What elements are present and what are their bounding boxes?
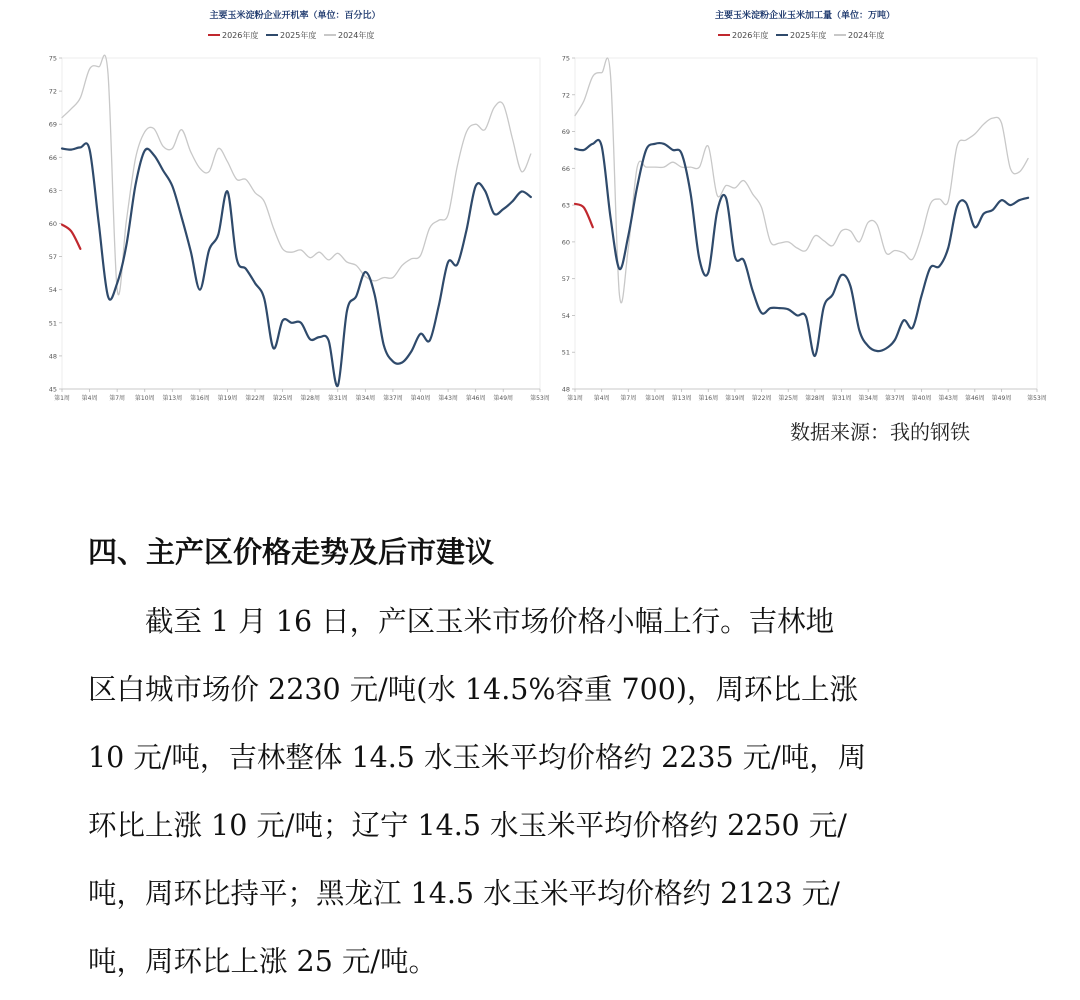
paragraph-line: 吨，周环比上涨 25 元/吨。 — [88, 945, 437, 978]
chart-svg — [40, 0, 550, 412]
paragraph-line: 环比上涨 10 元/吨；辽宁 14.5 水玉米平均价格约 2250 元/ — [88, 809, 847, 842]
y-tick-label: 48 — [561, 385, 570, 394]
x-tick-label: 第31周 — [327, 395, 348, 402]
x-tick-label: 第19周 — [217, 395, 238, 402]
x-tick-label: 第43周 — [938, 395, 958, 402]
paragraph-line: 截至 1 月 16 日，产区玉米市场价格小幅上行。吉林地 — [88, 605, 835, 638]
y-tick-label: 60 — [48, 220, 57, 228]
y-tick-label: 63 — [48, 186, 57, 195]
y-tick-label: 66 — [561, 164, 570, 173]
y-tick-label: 45 — [48, 385, 57, 394]
y-tick-label: 69 — [561, 128, 570, 137]
x-tick-label: 第53周 — [1027, 395, 1047, 402]
x-tick-label: 第46周 — [964, 395, 985, 402]
body-paragraph — [88, 588, 998, 996]
x-tick-label: 第34周 — [355, 395, 376, 402]
chart-starch-operating-rate — [40, 0, 550, 412]
x-tick-label: 第43周 — [438, 395, 458, 402]
x-tick-label: 第49周 — [991, 395, 1012, 402]
y-tick-label: 63 — [561, 201, 570, 210]
legend-label: 2025年度 — [280, 31, 317, 40]
series-line — [575, 204, 593, 227]
x-tick-label: 第25周 — [272, 395, 293, 402]
series-line — [575, 58, 1028, 303]
paragraph-line: 10 元/吨，吉林整体 14.5 水玉米平均价格约 2235 元/吨，周 — [88, 741, 867, 774]
y-tick-label: 60 — [561, 238, 570, 247]
x-tick-label: 第22周 — [751, 395, 772, 402]
y-tick-label: 48 — [48, 352, 57, 361]
x-tick-label: 第22周 — [245, 395, 265, 402]
chart-title: 主要玉米淀粉企业玉米加工量（单位：万吨） — [714, 11, 896, 21]
x-tick-label: 第46周 — [465, 395, 486, 402]
x-tick-label: 第7周 — [109, 395, 126, 402]
legend-label: 2025年度 — [790, 31, 827, 40]
x-tick-label: 第16周 — [698, 395, 719, 402]
x-tick-label: 第28周 — [805, 395, 825, 402]
paragraph-line: 吨，周环比持平；黑龙江 14.5 水玉米平均价格约 2123 元/ — [88, 877, 840, 910]
x-tick-label: 第40周 — [911, 395, 932, 402]
chart-svg — [555, 0, 1055, 412]
legend-label: 2026年度 — [732, 31, 769, 40]
x-tick-label: 第4周 — [593, 395, 610, 402]
plot-area — [575, 58, 1037, 389]
y-tick-label: 57 — [48, 253, 57, 262]
legend-label: 2026年度 — [222, 31, 259, 40]
series-line — [62, 225, 80, 249]
data-source-note: 数据来源：我的钢铁 — [790, 420, 970, 444]
paragraph-line: 区白城市场价 2230 元/吨(水 14.5%容重 700)，周环比上涨 — [88, 673, 859, 706]
y-tick-label: 51 — [561, 348, 570, 357]
chart-corn-processing-volume — [555, 0, 1055, 412]
x-tick-label: 第19周 — [725, 395, 745, 402]
legend-label: 2024年度 — [848, 31, 885, 40]
x-tick-label: 第53周 — [530, 395, 550, 402]
x-tick-label: 第49周 — [493, 395, 514, 402]
y-tick-label: 57 — [561, 275, 570, 284]
series-line — [575, 140, 1028, 356]
x-tick-label: 第7周 — [620, 395, 637, 402]
x-tick-label: 第37周 — [383, 395, 403, 402]
y-tick-label: 75 — [561, 54, 570, 63]
x-tick-label: 第1周 — [567, 395, 583, 402]
x-tick-label: 第34周 — [858, 395, 879, 402]
x-tick-label: 第13周 — [671, 395, 692, 402]
y-tick-label: 69 — [48, 120, 57, 129]
x-tick-label: 第16周 — [190, 395, 210, 402]
x-tick-label: 第40周 — [410, 395, 431, 402]
y-tick-label: 72 — [48, 87, 57, 96]
x-tick-label: 第10周 — [134, 395, 155, 402]
section-heading: 四、主产区价格走势及后市建议 — [88, 535, 495, 569]
x-tick-label: 第10周 — [645, 395, 665, 402]
x-tick-label: 第1周 — [54, 395, 70, 402]
y-tick-label: 51 — [48, 319, 57, 328]
y-tick-label: 54 — [48, 286, 57, 295]
y-tick-label: 75 — [48, 54, 57, 63]
x-tick-label: 第13周 — [162, 395, 183, 402]
x-tick-label: 第28周 — [300, 395, 321, 402]
chart-title: 主要玉米淀粉企业开机率（单位：百分比） — [209, 11, 381, 21]
x-tick-label: 第31周 — [831, 395, 852, 402]
x-tick-label: 第4周 — [81, 395, 98, 402]
y-tick-label: 72 — [561, 91, 570, 100]
y-tick-label: 54 — [561, 311, 570, 320]
x-tick-label: 第37周 — [885, 395, 905, 402]
legend-label: 2024年度 — [338, 31, 375, 40]
x-tick-label: 第25周 — [778, 395, 799, 402]
y-tick-label: 66 — [48, 153, 57, 162]
